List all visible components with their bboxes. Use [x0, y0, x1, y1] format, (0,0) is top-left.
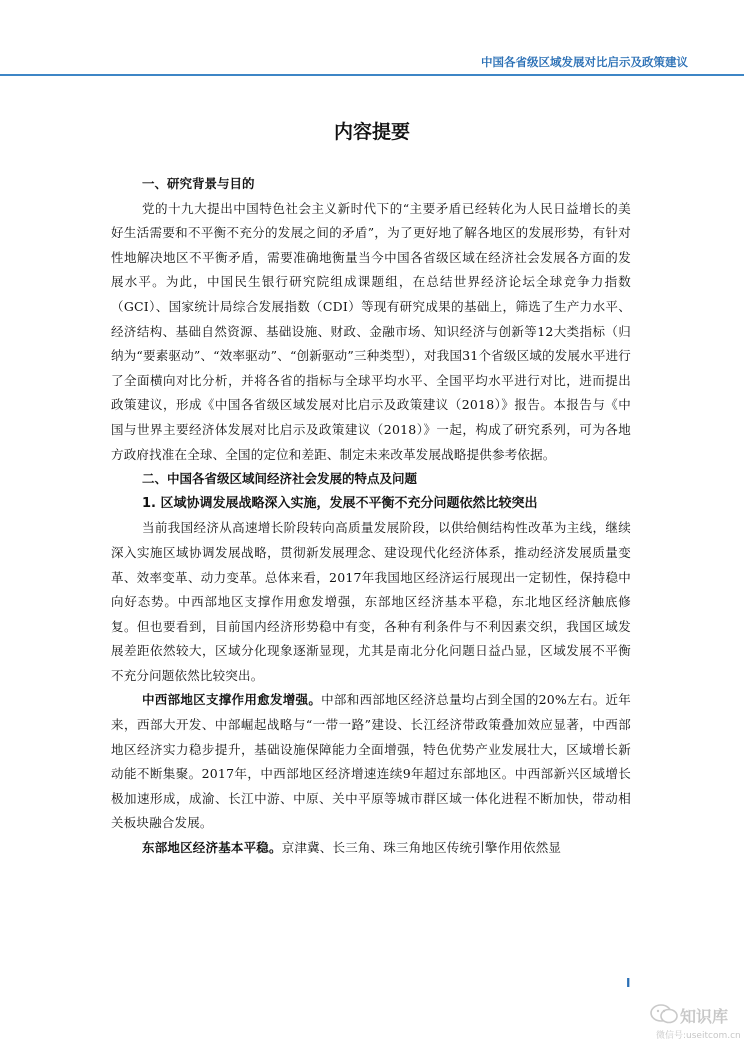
paragraph-lead-central-western: 中西部地区支撑作用愈发增强。 [142, 692, 322, 708]
paragraph-eastern [111, 836, 631, 861]
subsection-heading-regional-coordination: 1. 区域协调发展战略深入实施，发展不平衡不充分问题依然比较突出 [142, 495, 538, 511]
wechat-icon [650, 1004, 678, 1024]
header-divider [0, 74, 744, 76]
page-title: 内容提要 [333, 121, 410, 143]
section-heading-characteristics: 二、中国各省级区域间经济社会发展的特点及问题 [142, 471, 418, 487]
paragraph-body-central-western: 中部和西部地区经济总量均占到全国的20%左右。近年来，西部大开发、中部崛起战略与“一带一路”建设、长江经济带政策叠加效应显著，中西部地区经济实力稳步提升，基础设施保障能力全面增强，特色优势产业发展壮大，区域增长新动能不断集聚。2017年，中西部地区经济增速连续9年超过东部地区。中西部新兴区域增长极加速形成，成渝、长江中游、中原、关中平原等城市群区域一体化进程不断加快，带动相关板块融合发展。 [111, 692, 631, 831]
document-body [111, 172, 631, 861]
watermark-name: 知识库 [680, 1007, 729, 1026]
paragraph-lead-eastern: 东部地区经济基本平稳。 [142, 840, 282, 856]
watermark-id: 微信号:useitcom.cn [656, 1031, 741, 1041]
section-heading-background: 一、研究背景与目的 [142, 176, 255, 191]
watermark [650, 998, 740, 1042]
paragraph-body-eastern: 京津冀、长三角、珠三角地区传统引擎作用依然显 [281, 840, 562, 856]
paragraph-background: 党的十九大提出中国特色社会主义新时代下的“主要矛盾已经转化为人民日益增长的美好生活需要和不平衡不充分的发展之间的矛盾”，为了更好地了解各地区的发展形势，有针对性地解决地区不平衡矛盾，需要准确地衡量当今中国各省级区域在经济社会发展各方面的发展水平。为此，中国民生银行研究院组成课题组，在总结世界经济论坛全球竞争力指数（GCI）、国家统计局综合发展指数（CDI）等现有研究成果的基础上，筛选了生产力水平、经济结构、基础自然资源、基础设施、财政、金融市场、知识经济与创新等12大类指标（归纳为“要素驱动”、“效率驱动”、“创新驱动”三种类型），对我国31个省级区域的发展水平进行了全面横向对比分析，并将各省的指标与全球平均水平、全国平均水平进行对比，进而提出政策建议，形成《中国各省级区域发展对比启示及政策建议（2018）》报告。本报告与《中国与世界主要经济体发展对比启示及政策建议（2018）》一起，构成了研究系列，可为各地方政府找准在全球、全国的定位和差距、制定未来改革发展战略提供参考依据。 [111, 200, 631, 462]
page-number: I [626, 976, 631, 990]
paragraph-overview: 当前我国经济从高速增长阶段转向高质量发展阶段，以供给侧结构性改革为主线，继续深入实施区域协调发展战略，贯彻新发展理念、建设现代化经济体系，推动经济发展质量变革、效率变革、动力变革。总体来看，2017年我国地区经济运行展现出一定韧性，保持稳中向好态势。中西部地区支撑作用愈发增强，东部地区经济基本平稳，东北地区经济触底修复。但也要看到，目前国内经济形势稳中有变，各种有利条件与不利因素交织，我国区域发展差距依然较大，区域分化现象逐渐显现，尤其是南北分化问题日益凸显，区域发展不平衡不充分问题依然比较突出。 [111, 520, 631, 683]
running-header: 中国各省级区域发展对比启示及政策建议 [481, 55, 688, 69]
paragraph-central-western [111, 688, 631, 836]
